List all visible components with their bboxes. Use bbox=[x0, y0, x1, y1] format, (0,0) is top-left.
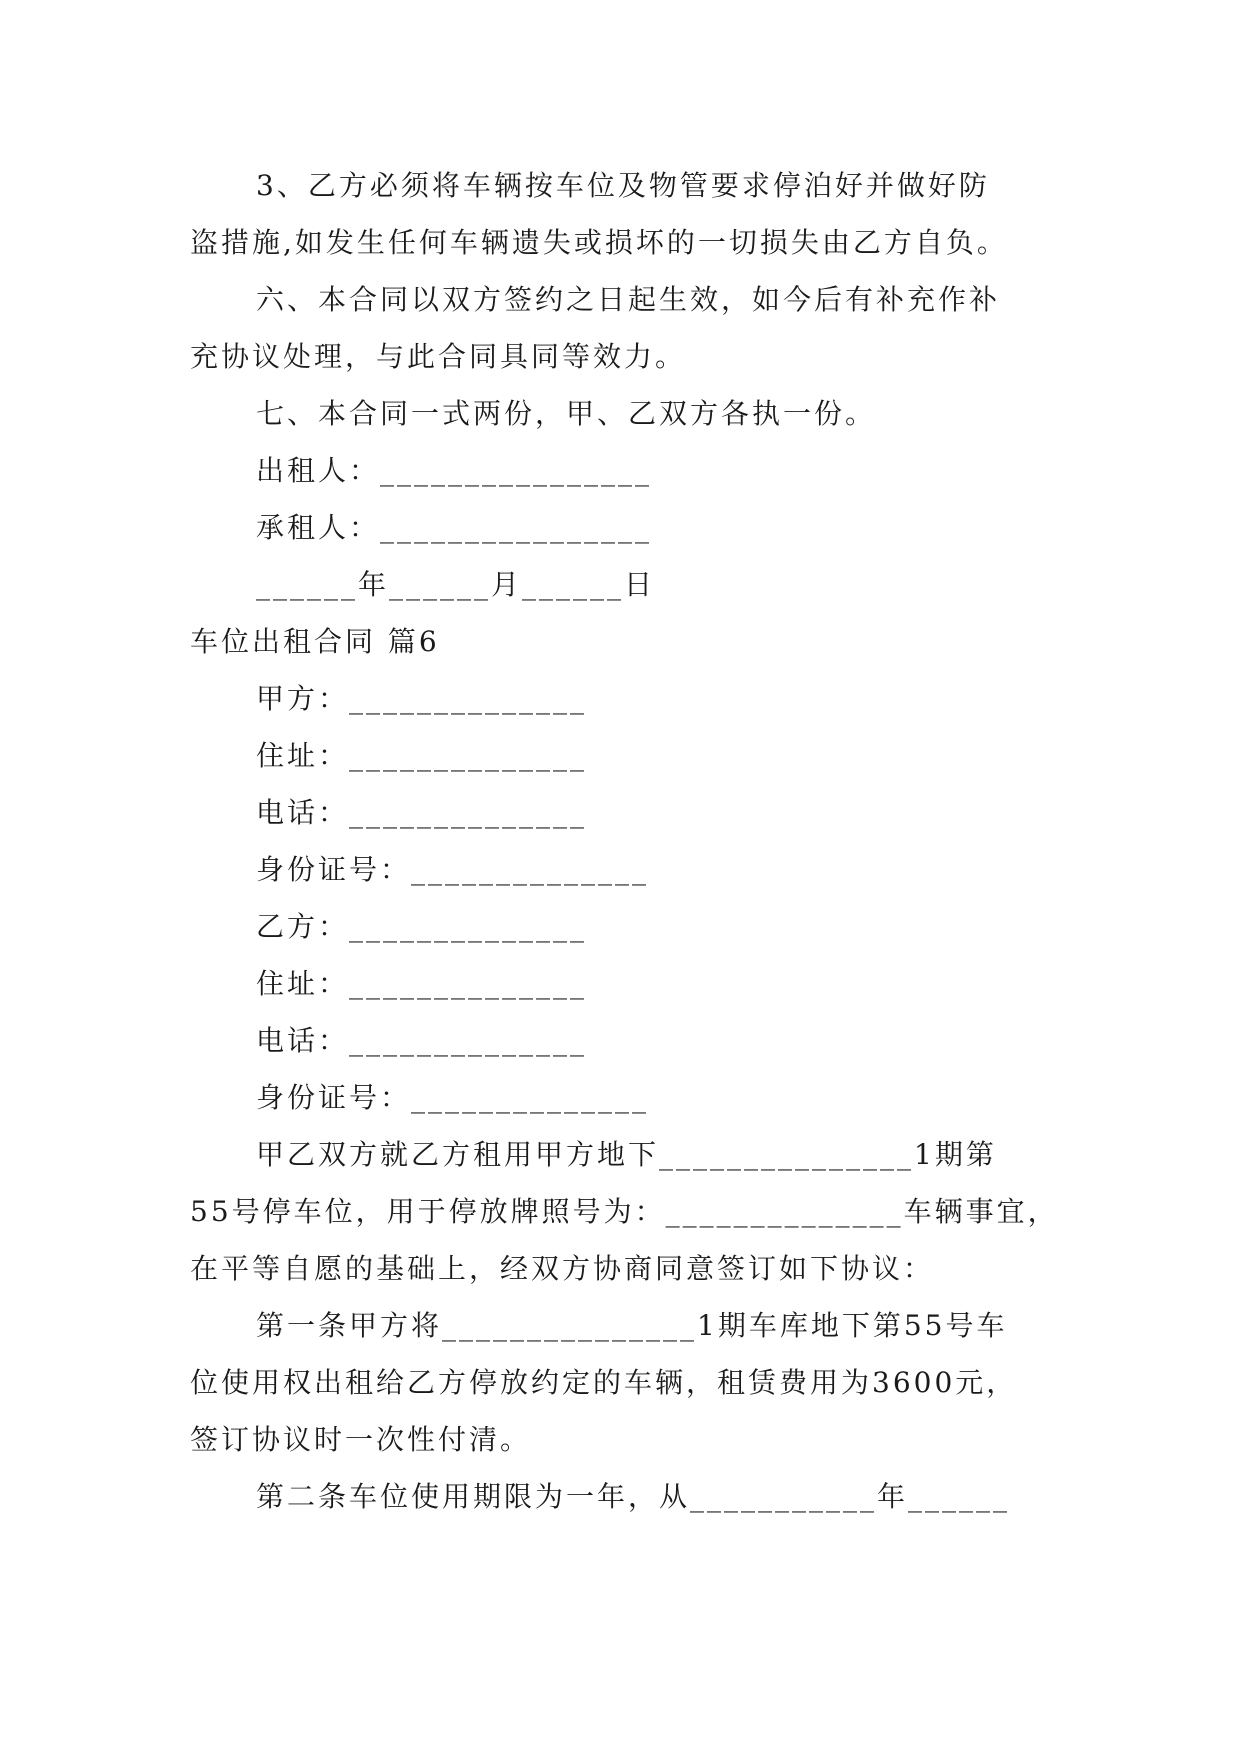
preamble-line-2: 55号停车位，用于停放牌照号为：______________车辆事宜， bbox=[190, 1195, 1059, 1228]
article-2-line-1: 第二条车位使用期限为一年，从___________年______ bbox=[256, 1480, 1011, 1513]
preamble-line-1: 甲乙双方就乙方租用甲方地下_______________1期第 bbox=[256, 1138, 997, 1171]
party-a-field: 甲方：______________ bbox=[256, 682, 588, 715]
lessee-signature-line: 承租人：________________ bbox=[256, 511, 653, 544]
section-heading: 车位出租合同 篇6 bbox=[190, 625, 440, 658]
party-b-field: 乙方：______________ bbox=[256, 910, 588, 943]
party-b-address-field: 住址：______________ bbox=[256, 967, 588, 1000]
clause-3-line-2: 盗措施,如发生任何车辆遗失或损坏的一切损失由乙方自负。 bbox=[190, 226, 1008, 259]
clause-6-line-2: 充协议处理，与此合同具同等效力。 bbox=[190, 340, 687, 373]
date-line: ______年______月______日 bbox=[256, 568, 656, 601]
party-a-id-field: 身份证号：______________ bbox=[256, 853, 650, 886]
clause-6-line-1: 六、本合同以双方签约之日起生效，如今后有补充作补 bbox=[256, 283, 1001, 316]
party-b-phone-field: 电话：______________ bbox=[256, 1024, 588, 1057]
article-1-line-2: 位使用权出租给乙方停放约定的车辆，租赁费用为3600元， bbox=[190, 1366, 1018, 1399]
preamble-line-3: 在平等自愿的基础上，经双方协商同意签订如下协议： bbox=[190, 1252, 935, 1285]
party-a-address-field: 住址：______________ bbox=[256, 739, 588, 772]
party-b-id-field: 身份证号：______________ bbox=[256, 1081, 650, 1114]
clause-7-line: 七、本合同一式两份，甲、乙双方各执一份。 bbox=[256, 397, 877, 430]
lessor-signature-line: 出租人：________________ bbox=[256, 454, 653, 487]
article-1-line-3: 签订协议时一次性付清。 bbox=[190, 1423, 532, 1456]
article-1-line-1: 第一条甲方将_______________1期车库地下第55号车 bbox=[256, 1309, 1008, 1342]
party-a-phone-field: 电话：______________ bbox=[256, 796, 588, 829]
clause-3-line-1: 3、乙方必须将车辆按车位及物管要求停泊好并做好防 bbox=[256, 169, 990, 202]
